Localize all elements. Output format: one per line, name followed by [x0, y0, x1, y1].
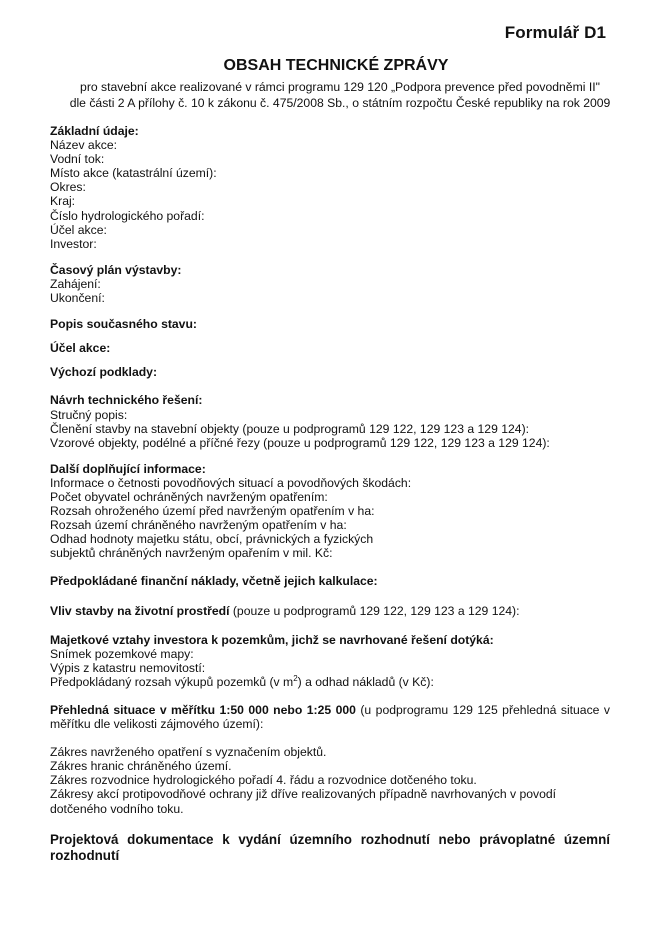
field-label: Členění stavby na stavební objekty (pouze u podprogramů 129 122, 129 123 a 129 124): — [50, 421, 530, 436]
section-basic — [50, 124, 610, 251]
section-schedule — [50, 263, 610, 305]
field-label-part: Předpokládaný rozsah výkupů pozemků (v m — [50, 674, 294, 689]
subtitle-line: dle části 2 A přílohy č. 10 k zákonu č. 475/2008 Sb., o státním rozpočtu České republiky na rok 2009 — [69, 95, 611, 110]
field-label: Snímek pozemkové mapy: — [50, 646, 194, 661]
section-heading: Vliv stavby na životní prostředí — [50, 603, 230, 618]
section-heading: Přehledná situace v měřítku 1:50 000 nebo 1:25 000 — [50, 703, 356, 717]
field-label: Odhad hodnoty majetku státu, obcí, právnických a fyzických — [50, 532, 374, 547]
field-label: Rozsah území chráněného navrženým opatřením v ha: — [50, 518, 347, 533]
field-label: Investor: — [50, 236, 97, 251]
field-label: Zákres rozvodnice hydrologického pořadí 4. řádu a rozvodnice dotčeného toku. — [50, 773, 477, 788]
form-id: Formulář D1 — [504, 23, 606, 42]
field-label: Zákres navrženého opatření s vyznačením objektů. — [50, 745, 327, 760]
section-design — [50, 393, 610, 449]
section-costs: Předpokládané finanční náklady, včetně jejich kalkulace: — [50, 574, 378, 589]
section-purpose: Účel akce: — [50, 341, 111, 356]
field-label-part: ) a odhad nákladů (v Kč): — [297, 674, 434, 689]
section-heading: Časový plán výstavby: — [50, 262, 182, 277]
section-heading: Návrh technického řešení: — [50, 393, 203, 408]
section-note: (pouze u podprogramů 129 122, 129 123 a 129 124): — [229, 603, 520, 618]
section-heading-line — [50, 703, 610, 731]
section-overview — [50, 703, 610, 816]
field-label: Místo akce (katastrální území): — [50, 166, 217, 181]
field-label: Počet obyvatel ochráněných navrženým opatřením: — [50, 489, 328, 504]
superscript: 2 — [293, 673, 298, 683]
field-label: Vzorové objekty, podélné a příčné řezy (pouze u podprogramů 129 122, 129 123 a 129 124): — [50, 435, 550, 450]
spacer — [50, 731, 610, 745]
field-label: Název akce: — [50, 138, 118, 153]
field-label: Číslo hydrologického pořadí: — [50, 208, 205, 223]
field-label: Zákresy akcí protipovodňové ochrany již dříve realizovaných případně navrhovaných v povodí dotčeného vodního toku. — [50, 787, 557, 816]
field-label: Rozsah ohroženého území před navrženým opatřením v ha: — [50, 504, 375, 519]
section-project-documentation: Projektová dokumentace k vydání územního rozhodnutí nebo právoplatné územní rozhodnutí — [50, 831, 610, 863]
field-label: Ukončení: — [50, 291, 105, 306]
field-label: Výpis z katastru nemovitostí: — [50, 660, 206, 675]
subtitle-line: pro stavební akce realizované v rámci programu 129 120 „Podpora prevence před povodněmi II" — [80, 80, 600, 94]
field-label: Účel akce: — [50, 222, 107, 237]
field-label: Zahájení: — [50, 276, 101, 291]
field-label: Vodní tok: — [50, 152, 105, 167]
section-sources: Výchozí podklady: — [50, 365, 157, 380]
section-environment — [50, 604, 610, 618]
field-label: Kraj: — [50, 194, 76, 209]
field-label: Okres: — [50, 180, 86, 195]
section-heading: Základní údaje: — [50, 124, 139, 138]
section-heading: Další doplňující informace: — [50, 461, 206, 476]
section-note: (u podprogramu 129 125 přehledná situace v měřítku dle velikosti zájmového území): — [50, 703, 611, 732]
document-title: OBSAH TECHNICKÉ ZPRÁVY — [223, 57, 449, 74]
section-heading: Majetkové vztahy investora k pozemkům, jichž se navrhované řešení dotýká: — [50, 632, 494, 647]
field-label: Zákres hranic chráněného území. — [50, 759, 232, 774]
field-label — [50, 675, 610, 689]
section-additional — [50, 462, 610, 561]
document-body — [50, 124, 610, 864]
document-subtitle — [40, 80, 640, 111]
section-current-state: Popis současného stavu: — [50, 317, 197, 332]
field-label: Stručný popis: — [50, 407, 128, 422]
field-label: subjektů chráněných navrženým opařením v mil. Kč: — [50, 546, 333, 561]
field-label: Informace o četnosti povodňových situací a povodňových škodách: — [50, 475, 412, 490]
section-property — [50, 633, 610, 689]
